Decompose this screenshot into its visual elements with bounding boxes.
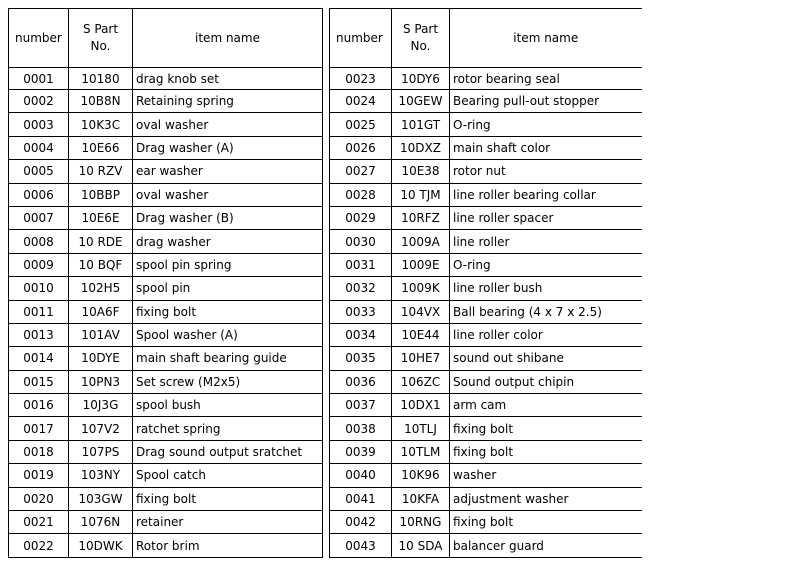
part-number-cell: 0022 <box>9 534 69 557</box>
parts-table-left <box>8 8 323 558</box>
s-part-no-cell: 10K96 <box>392 464 450 487</box>
table-header-row <box>9 9 323 68</box>
item-name-cell: spool bush <box>133 394 323 417</box>
table-row <box>9 160 323 183</box>
table-row <box>9 90 323 113</box>
table-row <box>330 300 642 323</box>
table-row <box>330 347 642 370</box>
table-row <box>9 370 323 393</box>
item-name-cell: drag knob set <box>133 68 323 90</box>
s-part-no-cell: 10E38 <box>392 160 450 183</box>
part-number-cell: 0029 <box>330 206 392 229</box>
item-name-cell: drag washer <box>133 230 323 253</box>
header-part-line1: S Part <box>402 22 439 36</box>
table-row <box>330 183 642 206</box>
item-name-cell: main shaft color <box>450 136 642 159</box>
s-part-no-cell: 1009A <box>392 230 450 253</box>
s-part-no-cell: 101GT <box>392 113 450 136</box>
part-number-cell: 0007 <box>9 206 69 229</box>
part-number-cell: 0011 <box>9 300 69 323</box>
part-number-cell: 0041 <box>330 487 392 510</box>
item-name-cell: fixing bolt <box>450 511 642 534</box>
part-number-cell: 0032 <box>330 277 392 300</box>
table-row <box>9 300 323 323</box>
item-name-cell: Rotor brim <box>133 534 323 557</box>
header-part-line1: S Part <box>82 22 119 36</box>
table-row <box>9 511 323 534</box>
item-name-cell: Drag washer (B) <box>133 206 323 229</box>
table-row <box>9 417 323 440</box>
s-part-no-cell: 10HE7 <box>392 347 450 370</box>
s-part-no-cell: 102H5 <box>69 277 133 300</box>
item-name-cell: fixing bolt <box>450 440 642 463</box>
table-row <box>9 206 323 229</box>
part-number-cell: 0031 <box>330 253 392 276</box>
table-row <box>330 113 642 136</box>
part-number-cell: 0040 <box>330 464 392 487</box>
table-row <box>9 464 323 487</box>
part-number-cell: 0038 <box>330 417 392 440</box>
table-row <box>330 440 642 463</box>
s-part-no-cell: 10DY6 <box>392 68 450 90</box>
table-row <box>9 394 323 417</box>
item-name-cell: O-ring <box>450 113 642 136</box>
table-row <box>9 253 323 276</box>
part-number-cell: 0033 <box>330 300 392 323</box>
s-part-no-cell: 10 BQF <box>69 253 133 276</box>
s-part-no-cell: 1009K <box>392 277 450 300</box>
part-number-cell: 0024 <box>330 90 392 113</box>
item-name-cell: line roller bearing collar <box>450 183 642 206</box>
part-number-cell: 0020 <box>9 487 69 510</box>
table-row <box>330 160 642 183</box>
s-part-no-cell: 10E44 <box>392 323 450 346</box>
s-part-no-cell: 10DX1 <box>392 394 450 417</box>
item-name-cell: sound out shibane <box>450 347 642 370</box>
item-name-cell: oval washer <box>133 183 323 206</box>
s-part-no-cell: 10 RZV <box>69 160 133 183</box>
s-part-no-cell: 1076N <box>69 511 133 534</box>
item-name-cell: spool pin spring <box>133 253 323 276</box>
part-number-cell: 0043 <box>330 534 392 557</box>
s-part-no-cell: 10BBP <box>69 183 133 206</box>
header-part-no <box>392 9 450 68</box>
header-item-name: item name <box>450 9 642 68</box>
parts-table-right-body <box>330 68 642 558</box>
table-row <box>9 113 323 136</box>
table-header-row <box>330 9 642 68</box>
table-row <box>9 277 323 300</box>
part-number-cell: 0027 <box>330 160 392 183</box>
part-number-cell: 0035 <box>330 347 392 370</box>
s-part-no-cell: 10 SDA <box>392 534 450 557</box>
part-number-cell: 0028 <box>330 183 392 206</box>
item-name-cell: line roller color <box>450 323 642 346</box>
part-number-cell: 0037 <box>330 394 392 417</box>
item-name-cell: retainer <box>133 511 323 534</box>
s-part-no-cell: 10K3C <box>69 113 133 136</box>
table-row <box>330 277 642 300</box>
part-number-cell: 0036 <box>330 370 392 393</box>
s-part-no-cell: 10180 <box>69 68 133 90</box>
s-part-no-cell: 10TLM <box>392 440 450 463</box>
table-row <box>9 136 323 159</box>
item-name-cell: oval washer <box>133 113 323 136</box>
table-row <box>9 347 323 370</box>
item-name-cell: line roller spacer <box>450 206 642 229</box>
s-part-no-cell: 10TLJ <box>392 417 450 440</box>
s-part-no-cell: 10RFZ <box>392 206 450 229</box>
item-name-cell: Sound output chipin <box>450 370 642 393</box>
table-row <box>330 230 642 253</box>
part-number-cell: 0004 <box>9 136 69 159</box>
table-row <box>9 323 323 346</box>
part-number-cell: 0001 <box>9 68 69 90</box>
s-part-no-cell: 10B8N <box>69 90 133 113</box>
item-name-cell: Drag washer (A) <box>133 136 323 159</box>
s-part-no-cell: 1009E <box>392 253 450 276</box>
header-number: number <box>9 9 69 68</box>
table-row <box>9 68 323 90</box>
item-name-cell: rotor nut <box>450 160 642 183</box>
s-part-no-cell: 10E66 <box>69 136 133 159</box>
table-row <box>330 253 642 276</box>
s-part-no-cell: 10A6F <box>69 300 133 323</box>
table-row <box>330 206 642 229</box>
item-name-cell: line roller bush <box>450 277 642 300</box>
s-part-no-cell: 103NY <box>69 464 133 487</box>
item-name-cell: adjustment washer <box>450 487 642 510</box>
table-row <box>330 90 642 113</box>
part-number-cell: 0006 <box>9 183 69 206</box>
table-row <box>330 464 642 487</box>
part-number-cell: 0042 <box>330 511 392 534</box>
part-number-cell: 0008 <box>9 230 69 253</box>
part-number-cell: 0034 <box>330 323 392 346</box>
s-part-no-cell: 10GEW <box>392 90 450 113</box>
item-name-cell: balancer guard <box>450 534 642 557</box>
table-row <box>330 417 642 440</box>
part-number-cell: 0013 <box>9 323 69 346</box>
part-number-cell: 0023 <box>330 68 392 90</box>
s-part-no-cell: 10DWK <box>69 534 133 557</box>
table-row <box>9 487 323 510</box>
part-number-cell: 0025 <box>330 113 392 136</box>
s-part-no-cell: 10 RDE <box>69 230 133 253</box>
item-name-cell: Retaining spring <box>133 90 323 113</box>
item-name-cell: fixing bolt <box>450 417 642 440</box>
s-part-no-cell: 10E6E <box>69 206 133 229</box>
item-name-cell: main shaft bearing guide <box>133 347 323 370</box>
part-number-cell: 0039 <box>330 440 392 463</box>
s-part-no-cell: 10DYE <box>69 347 133 370</box>
header-part-line2: No. <box>410 39 431 53</box>
item-name-cell: arm cam <box>450 394 642 417</box>
part-number-cell: 0017 <box>9 417 69 440</box>
header-item-name: item name <box>133 9 323 68</box>
item-name-cell: rotor bearing seal <box>450 68 642 90</box>
item-name-cell: fixing bolt <box>133 487 323 510</box>
item-name-cell: Ball bearing (4 x 7 x 2.5) <box>450 300 642 323</box>
item-name-cell: ratchet spring <box>133 417 323 440</box>
part-number-cell: 0014 <box>9 347 69 370</box>
parts-table-left-body <box>9 68 323 558</box>
item-name-cell: washer <box>450 464 642 487</box>
part-number-cell: 0005 <box>9 160 69 183</box>
s-part-no-cell: 107PS <box>69 440 133 463</box>
item-name-cell: O-ring <box>450 253 642 276</box>
s-part-no-cell: 101AV <box>69 323 133 346</box>
table-row <box>9 183 323 206</box>
parts-table-right <box>329 8 642 558</box>
item-name-cell: Spool catch <box>133 464 323 487</box>
part-number-cell: 0003 <box>9 113 69 136</box>
part-number-cell: 0030 <box>330 230 392 253</box>
header-part-no <box>69 9 133 68</box>
s-part-no-cell: 10J3G <box>69 394 133 417</box>
part-number-cell: 0026 <box>330 136 392 159</box>
item-name-cell: Bearing pull-out stopper <box>450 90 642 113</box>
s-part-no-cell: 10RNG <box>392 511 450 534</box>
table-row <box>330 136 642 159</box>
table-row <box>330 370 642 393</box>
item-name-cell: Spool washer (A) <box>133 323 323 346</box>
header-number: number <box>330 9 392 68</box>
part-number-cell: 0021 <box>9 511 69 534</box>
table-row <box>330 68 642 90</box>
table-row <box>330 511 642 534</box>
s-part-no-cell: 10DXZ <box>392 136 450 159</box>
part-number-cell: 0019 <box>9 464 69 487</box>
part-number-cell: 0016 <box>9 394 69 417</box>
item-name-cell: fixing bolt <box>133 300 323 323</box>
table-row <box>330 534 642 557</box>
table-row <box>330 487 642 510</box>
s-part-no-cell: 107V2 <box>69 417 133 440</box>
table-row <box>9 230 323 253</box>
table-row <box>330 394 642 417</box>
s-part-no-cell: 106ZC <box>392 370 450 393</box>
table-row <box>330 323 642 346</box>
part-number-cell: 0009 <box>9 253 69 276</box>
part-number-cell: 0018 <box>9 440 69 463</box>
s-part-no-cell: 103GW <box>69 487 133 510</box>
table-row <box>9 534 323 557</box>
header-part-line2: No. <box>90 39 111 53</box>
item-name-cell: spool pin <box>133 277 323 300</box>
part-number-cell: 0002 <box>9 90 69 113</box>
item-name-cell: Set screw (M2x5) <box>133 370 323 393</box>
item-name-cell: ear washer <box>133 160 323 183</box>
item-name-cell: Drag sound output sratchet <box>133 440 323 463</box>
s-part-no-cell: 10PN3 <box>69 370 133 393</box>
s-part-no-cell: 104VX <box>392 300 450 323</box>
s-part-no-cell: 10KFA <box>392 487 450 510</box>
s-part-no-cell: 10 TJM <box>392 183 450 206</box>
part-number-cell: 0015 <box>9 370 69 393</box>
part-number-cell: 0010 <box>9 277 69 300</box>
item-name-cell: line roller <box>450 230 642 253</box>
table-row <box>9 440 323 463</box>
